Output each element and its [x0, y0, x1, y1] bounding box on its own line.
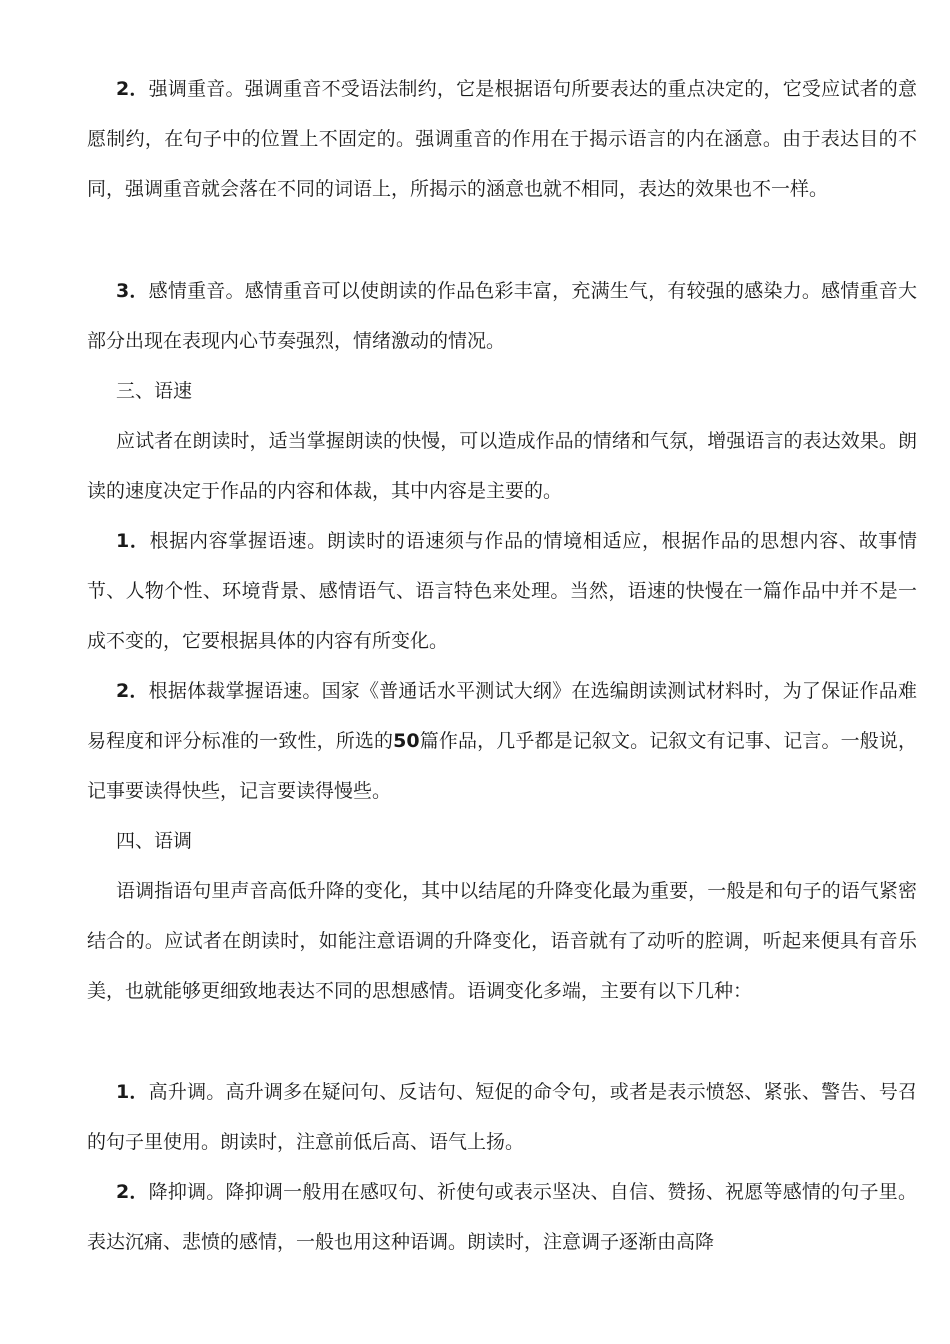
item-number: 2． [116, 680, 149, 702]
paragraph-text: 根据体裁掌握语速。国家《普通话水平测试大纲》在选编朗读测试材料时，为了保证作品难易程度和评分标准的一致性，所选的 [87, 680, 917, 752]
paragraph-text: 强调重音。强调重音不受语法制约，它是根据语句所要表达的重点决定的，它受应试者的意愿制约，在句子中的位置上不固定的。强调重音的作用在于揭示语言的内在涵意。由于表达目的不同，强调重音就会落在不同的词语上，所揭示的涵意也就不相同，表达的效果也不一样。 [87, 78, 917, 200]
paragraph-speech-rate-intro: 应试者在朗读时，适当掌握朗读的快慢，可以造成作品的情绪和气氛，增强语言的表达效果。朗读的速度决定于作品的内容和体裁，其中内容是主要的。 [87, 430, 917, 502]
item-number: 1． [116, 1081, 149, 1103]
paragraph-intonation-intro: 语调指语句里声音高低升降的变化，其中以结尾的升降变化最为重要，一般是和句子的语气紧密结合的。应试者在朗读时，如能注意语调的升降变化，语音就有了动听的腔调，听起来便具有音乐美，也就能够更细致地表达不同的思想感情。语调变化多端，主要有以下几种： [87, 880, 917, 1002]
item-number: 1． [116, 530, 150, 552]
paragraph-emotional-stress [87, 266, 917, 366]
item-number: 3． [116, 280, 149, 302]
section-heading-speech-rate: 三、语速 [116, 380, 193, 402]
paragraph-rising-tone [87, 1067, 917, 1167]
paragraph-text: 根据内容掌握语速。朗读时的语速须与作品的情境相适应，根据作品的思想内容、故事情节、人物个性、环境背景、感情语气、语言特色来处理。当然，语速的快慢在一篇作品中并不是一成不变的，它要根据具体的内容有所变化。 [87, 530, 917, 652]
paragraph-text: 篇作品，几乎都是记叙文。记叙文有记事、记言。一般说，记事要读得快些，记言要读得慢些。 [87, 730, 917, 802]
paragraph-rate-by-content [87, 516, 917, 666]
item-number: 2． [116, 78, 149, 100]
paragraph-emphasis-stress [87, 64, 917, 214]
paragraph-rate-by-genre [87, 666, 917, 816]
paragraph-falling-tone [87, 1167, 917, 1267]
paragraph-text: 降抑调。降抑调一般用在感叹句、祈使句或表示坚决、自信、赞扬、祝愿等感情的句子里。表达沉痛、悲愤的感情，一般也用这种语调。朗读时，注意调子逐渐由高降 [87, 1181, 917, 1253]
paragraph-text: 感情重音。感情重音可以使朗读的作品色彩丰富，充满生气，有较强的感染力。感情重音大部分出现在表现内心节奏强烈，情绪激动的情况。 [87, 280, 917, 352]
item-number: 2． [116, 1181, 149, 1203]
bold-number: 50 [393, 730, 420, 752]
paragraph-text: 高升调。高升调多在疑问句、反诘句、短促的命令句，或者是表示愤怒、紧张、警告、号召的句子里使用。朗读时，注意前低后高、语气上扬。 [87, 1081, 917, 1153]
section-heading-intonation: 四、语调 [116, 830, 193, 852]
